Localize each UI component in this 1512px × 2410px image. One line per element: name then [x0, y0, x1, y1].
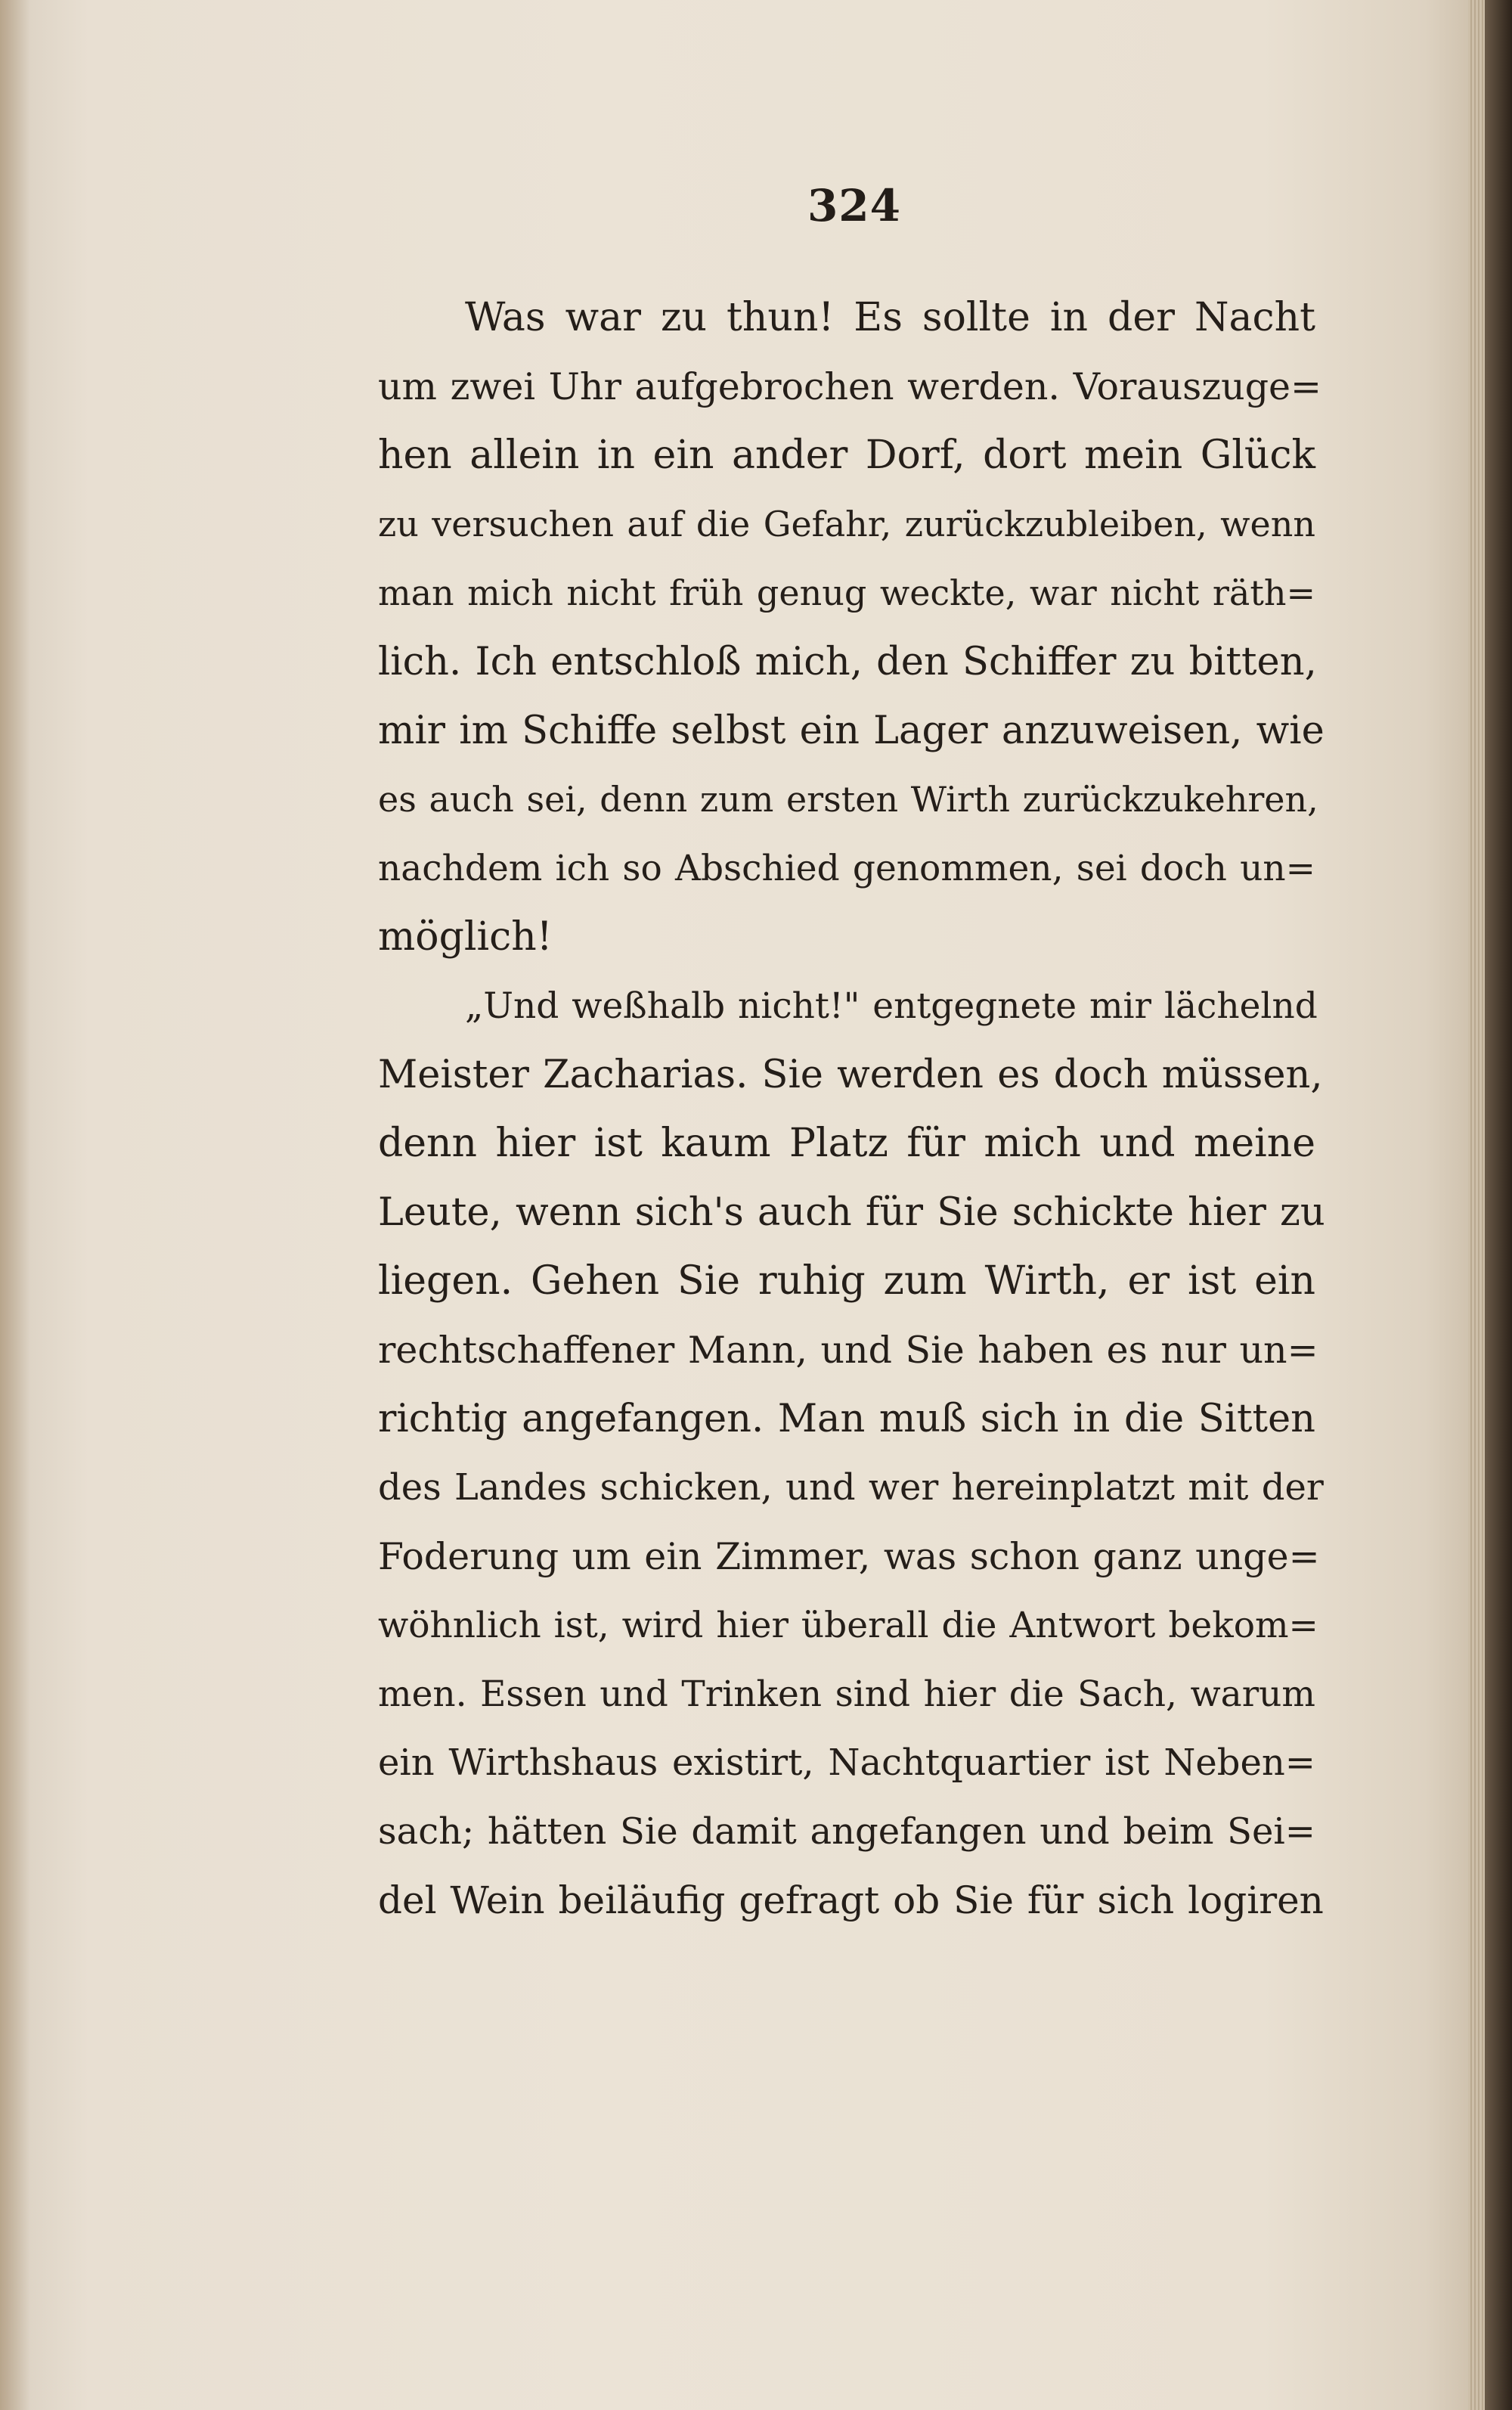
text-line: ein Wirthshaus existirt, Nachtquartier ist Neben= — [378, 1742, 1315, 1784]
binding-shadow — [0, 0, 30, 2410]
text-line: zu versuchen auf die Gefahr, zurückzubleiben, wenn — [378, 504, 1315, 544]
body-text — [378, 284, 1325, 1935]
text-line: liegen. Gehen Sie ruhig zum Wirth, er ist ein — [378, 1258, 1315, 1304]
text-line: möglich! — [378, 914, 553, 960]
text-line: wöhnlich ist, wird hier überall die Antwort bekom= — [378, 1605, 1318, 1646]
text-line: lich. Ich entschloß mich, den Schiffer zu bitten, — [378, 640, 1317, 684]
text-line: Was war zu thun! Es sollte in der Nacht — [465, 295, 1315, 340]
text-line: mir im Schiffe selbst ein Lager anzuweisen, wie — [378, 709, 1325, 753]
text-line: sach; hätten Sie damit angefangen und beim Sei= — [378, 1810, 1315, 1853]
text-line: Leute, wenn sich's auch für Sie schickte hier zu — [378, 1190, 1325, 1235]
text-line: rechtschaffener Mann, und Sie haben es nur un= — [378, 1329, 1318, 1372]
text-line: des Landes schicken, und wer hereinplatzt mit der — [378, 1466, 1324, 1509]
text-line: man mich nicht früh genug weckte, war nicht räth= — [378, 572, 1315, 613]
text-line: del Wein beiläufig gefragt ob Sie für sich logiren — [378, 1878, 1324, 1922]
text-line: Foderung um ein Zimmer, was schon ganz unge= — [378, 1535, 1320, 1578]
text-line: „Und weßhalb nicht!" entgegnete mir lächelnd — [465, 985, 1318, 1027]
text-line: richtig angefangen. Man muß sich in die Sitten — [378, 1397, 1315, 1441]
page-edges — [1468, 0, 1485, 2410]
text-line: nachdem ich so Abschied genommen, sei doch un= — [378, 848, 1315, 889]
scan-background — [1485, 0, 1512, 2410]
text-line: hen allein in ein ander Dorf, dort mein Glück — [378, 433, 1315, 478]
page-number: 324 — [807, 180, 902, 231]
text-line: um zwei Uhr aufgebrochen werden. Vorauszuge= — [378, 365, 1322, 408]
text-line: men. Essen und Trinken sind hier die Sach, warum — [378, 1673, 1315, 1715]
text-line: es auch sei, denn zum ersten Wirth zurückzukehren, — [378, 779, 1318, 820]
text-line: Meister Zacharias. Sie werden es doch müssen, — [378, 1053, 1323, 1097]
text-line: denn hier ist kaum Platz für mich und meine — [378, 1121, 1315, 1166]
